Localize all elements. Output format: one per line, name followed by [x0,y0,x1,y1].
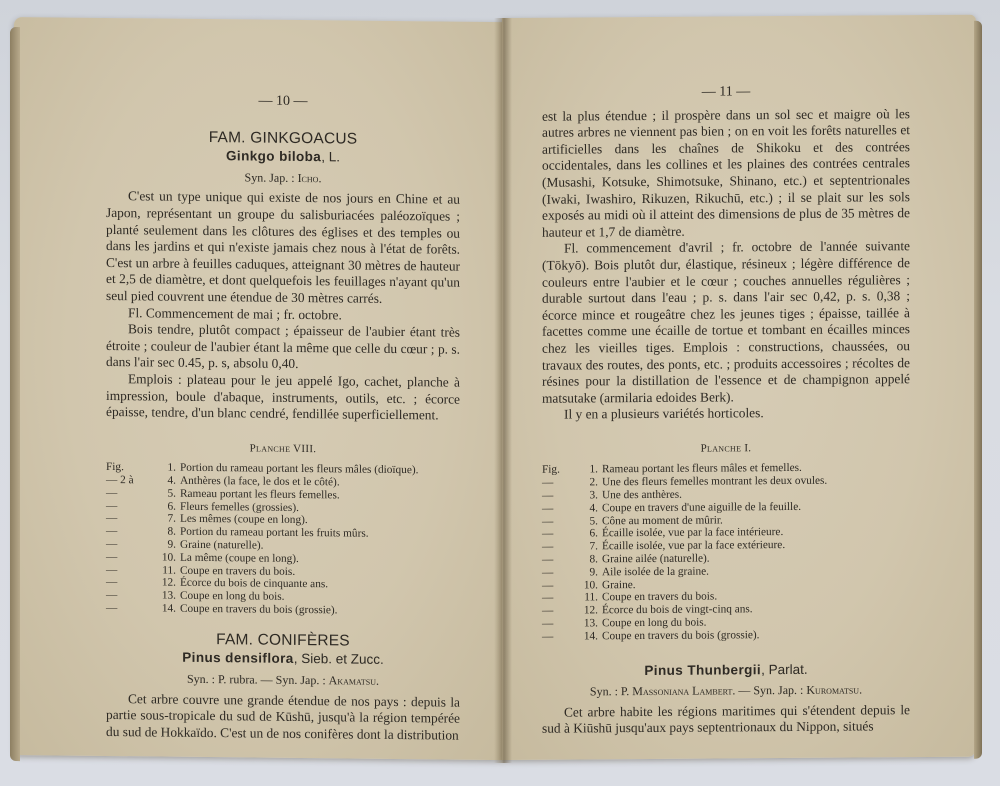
plate-title: Planche VIII. [249,442,317,455]
figure-text: Écaille isolée, vue par la face extérieure. [602,539,786,553]
synonym-line [106,670,460,690]
page-number: — 10 — [258,93,308,110]
figure-prefix: — [106,563,118,576]
figure-num: 7. [589,540,598,553]
figure-num: 7. [167,513,176,526]
species-author: , Parlat. [761,661,808,677]
synonym-mid: — Syn. Jap. : [735,683,807,698]
figure-text: Une des anthères. [602,488,682,502]
figure-text: Rameau portant les fleurs femelles. [180,487,340,502]
figure-num: 4. [589,502,598,515]
synonym-prefix: Syn. : P. [589,684,633,699]
figure-text: Anthères (la face, le dos et le côté). [180,474,340,489]
figure-num: 3. [589,489,598,502]
figure-prefix: Fig. [106,461,124,474]
species-heading [106,147,460,167]
figure-text: Graine (naturelle). [180,538,264,552]
figure-prefix: — [542,540,554,553]
figure-prefix: — [106,486,118,499]
right-page [502,15,976,760]
figure-num: 11. [162,564,176,577]
right-page-content [542,83,910,738]
plate-title: Planche I. [700,442,752,455]
figure-num: 10. [583,578,598,592]
figure-num: 9. [167,538,176,551]
figure-num: 13. [583,617,598,630]
family-heading: FAM. CONIFÈRES [216,630,350,650]
figure-num: 2. [589,476,598,489]
paragraph: est la plus étendue ; il prospère dans un sol sec et maigre où les autres arbres ne viennent pas bien ; on en voit les forêts naturelles et artificielles dans les chaînes de Shikoku et des contrées occidentales, dans les collines et les plaines des contrées centrales (Musashi, Kotsuke, Shimotsuke, Shinano, etc.) et septentrionales (Iwaki, Iwashiro, Rikuzen, Rikuchū, etc.) ; il se plait sur les sols exposés au midi où il atteint des dimensions de plus de 35 mètres de hauteur et 1,7 de diamètre. [542,105,910,240]
figure-prefix: — [106,589,118,602]
figure-text: Coupe en long du bois. [602,616,707,630]
figure-prefix: — [106,602,118,615]
figure-prefix: — [542,476,554,489]
paragraph: Cet arbre habite les régions maritimes qui s'étendent depuis le sud à Kiūshū jusqu'aux pays septentrionaux du Nippon, situés [542,701,910,737]
figure-prefix: — [106,538,118,551]
paragraph: Bois tendre, plutôt compact ; épaisseur de l'aubier étant très étroite ; couleur de l'aubier étant la même que celle du cœur ; p. s. dans l'air sec 0.45, p. s, absolu 0,40. [106,321,460,372]
figure-text: Portion du rameau portant les fleurs mâles (dioïque). [180,462,419,477]
figure-num: 13. [161,589,176,602]
figure-list [542,462,910,644]
synonym-japanese: Akamatsu. [328,673,380,688]
figure-text: Coupe en travers du bois (grossie). [602,629,760,643]
species-author: , L. [321,149,340,165]
figure-text: Rameau portant les fleurs mâles et femelles. [602,462,802,476]
figure-num: 10. [161,551,176,564]
figure-prefix: — [542,604,554,617]
figure-prefix: — [106,525,118,538]
figure-prefix: — [542,579,554,592]
figure-prefix: — [542,528,554,541]
figure-text: Coupe en travers du bois (grossie). [180,602,338,617]
figure-prefix: — [542,515,554,528]
figure-num: 8. [589,553,598,566]
species-heading [106,649,460,669]
figure-prefix: — [542,502,554,515]
figure-num: 11. [584,591,598,604]
figure-num: 5. [167,487,176,500]
figure-prefix: — [542,617,554,630]
figure-num: 8. [167,525,176,538]
figure-text: La même (coupe en long). [180,551,299,565]
figure-num: 6. [589,527,598,540]
species-name: Ginkgo biloba [226,148,322,165]
figure-prefix: — [542,566,554,579]
figure-text: Coupe en travers du bois. [180,564,296,578]
synonym-line [542,681,910,700]
figure-text: Graine ailée (naturelle). [602,552,710,566]
left-page [14,17,502,760]
figure-num: 12. [583,604,598,617]
figure-text: Portion du rameau portant les fruits mûrs. [180,526,369,540]
paragraph: Cet arbre couvre une grande étendue de nos pays : depuis la partie sous-tropicale du sud de Kūshū, jusqu'à la région tempérée du sud de Hokkaïdo. C'est un de nos conifères dont la distribution [106,690,460,743]
figure-num: 1. [589,463,598,476]
species-heading [542,661,910,680]
page-number: — 11 — [701,84,751,100]
figure-text: Écaille isolée, vue par la face intérieure. [602,526,784,540]
figure-text: Coupe en travers du bois. [602,590,718,604]
paragraph: Fl. commencement d'avril ; fr. octobre de l'année suivante (Tōkyō). Bois plutôt dur, élastique, résineux ; légère différence de couleurs entre l'aubier et le cœur ; couches annuelles régulières ; durable surtout dans l'eau ; p. s. dans l'air sec 0,42, p. s. 0,38 ; écorce mince et rougeâtre chez les jeunes tiges ; épaisse, taillée à facettes comme une écaille de tortue et tombant en écailles minces chez les vieilles tiges. Emplois : constructions, chaussées, ou travaux des routes, des ponts, etc. ; produits accessoires ; récoltes de résines pour la distillation de l'essence et de champignon appelé matsutake (armilaria edoides Berk). [542,238,910,406]
synonym-author: Massoniana Lambert. [632,683,736,699]
figure-prefix: — [106,576,118,589]
figure-num: 14. [583,630,598,643]
figure-num: 14. [161,602,176,615]
left-page-content [106,92,460,744]
figure-prefix: — 2 à [106,474,134,487]
figure-num: 1. [167,461,176,474]
figure-num: 12. [161,577,176,590]
figure-text: Écorce du bois de cinquante ans. [180,577,329,591]
synonym-line [106,168,460,188]
figure-num: 5. [589,514,598,528]
figure-prefix: Fig. [542,464,560,477]
figure-prefix: — [106,550,118,563]
figure-list [106,461,460,618]
figure-prefix: — [106,499,118,512]
figure-num: 6. [167,500,176,513]
species-name: Pinus densiflora [182,650,294,667]
figure-text: Coupe en long du bois. [180,589,285,604]
synonym-prefix: Syn. : P. rubra. — Syn. Jap. : [186,671,329,688]
figure-text: Une des fleurs femelles montrant les deux ovules. [602,474,828,489]
synonym-japanese: Kuromatsu. [806,682,863,698]
figure-text: Écorce du bois de vingt-cinq ans. [602,603,753,617]
synonym-prefix: Syn. Jap. : [244,170,298,185]
figure-num: 9. [589,566,598,579]
figure-text: Cône au moment de mûrir. [602,514,723,527]
figure-num: 4. [167,474,176,487]
paragraph: Il y en a plusieurs variétés horticoles. [564,405,764,422]
family-heading: FAM. GINKGOACUS [208,128,358,148]
paragraph: Fl. Commencement de mai ; fr. octobre. [128,304,342,322]
figure-text: Graine. [602,578,636,591]
figure-prefix: — [542,489,554,502]
figure-prefix: — [542,553,554,566]
figure-text: Les mêmes (coupe en long). [180,513,308,527]
synonym-japanese: Icho. [297,170,322,186]
figure-text: Fleurs femelles (grossies). [180,500,299,514]
species-name: Pinus Thunbergii [644,661,762,678]
species-author: , Sieb. et Zucc. [293,651,384,668]
figure-prefix: — [106,512,118,525]
figure-text: Coupe en travers d'une aiguille de la feuille. [602,500,802,515]
paragraph: Emplois : plateau pour le jeu appelé Igo, cachet, planche à impression, boule d'abaque, instruments, outils, etc. ; écorce épaisse, tendre, d'un blanc cendré, fendillée superficiellement. [106,371,460,423]
figure-text: Aile isolée de la graine. [602,565,709,579]
figure-prefix: — [542,592,554,605]
paragraph: C'est un type unique qui existe de nos jours en Chine et au Japon, représentant un groupe du salisburiacées paléozoïques ; planté seulement dans les clôtures des églises et des temples ou dans les jardins et qui n'existe jamais chez nous à l'état de forêts. C'est un arbre à feuilles caduques, atteignant 30 mètres de hauteur et 2,5 de diamètre, et dont quelquefois les feuillages n'ayant qu'un seul pied couvrent une étendue de 30 mètres carrés. [106,188,460,306]
figure-prefix: — [542,630,554,643]
